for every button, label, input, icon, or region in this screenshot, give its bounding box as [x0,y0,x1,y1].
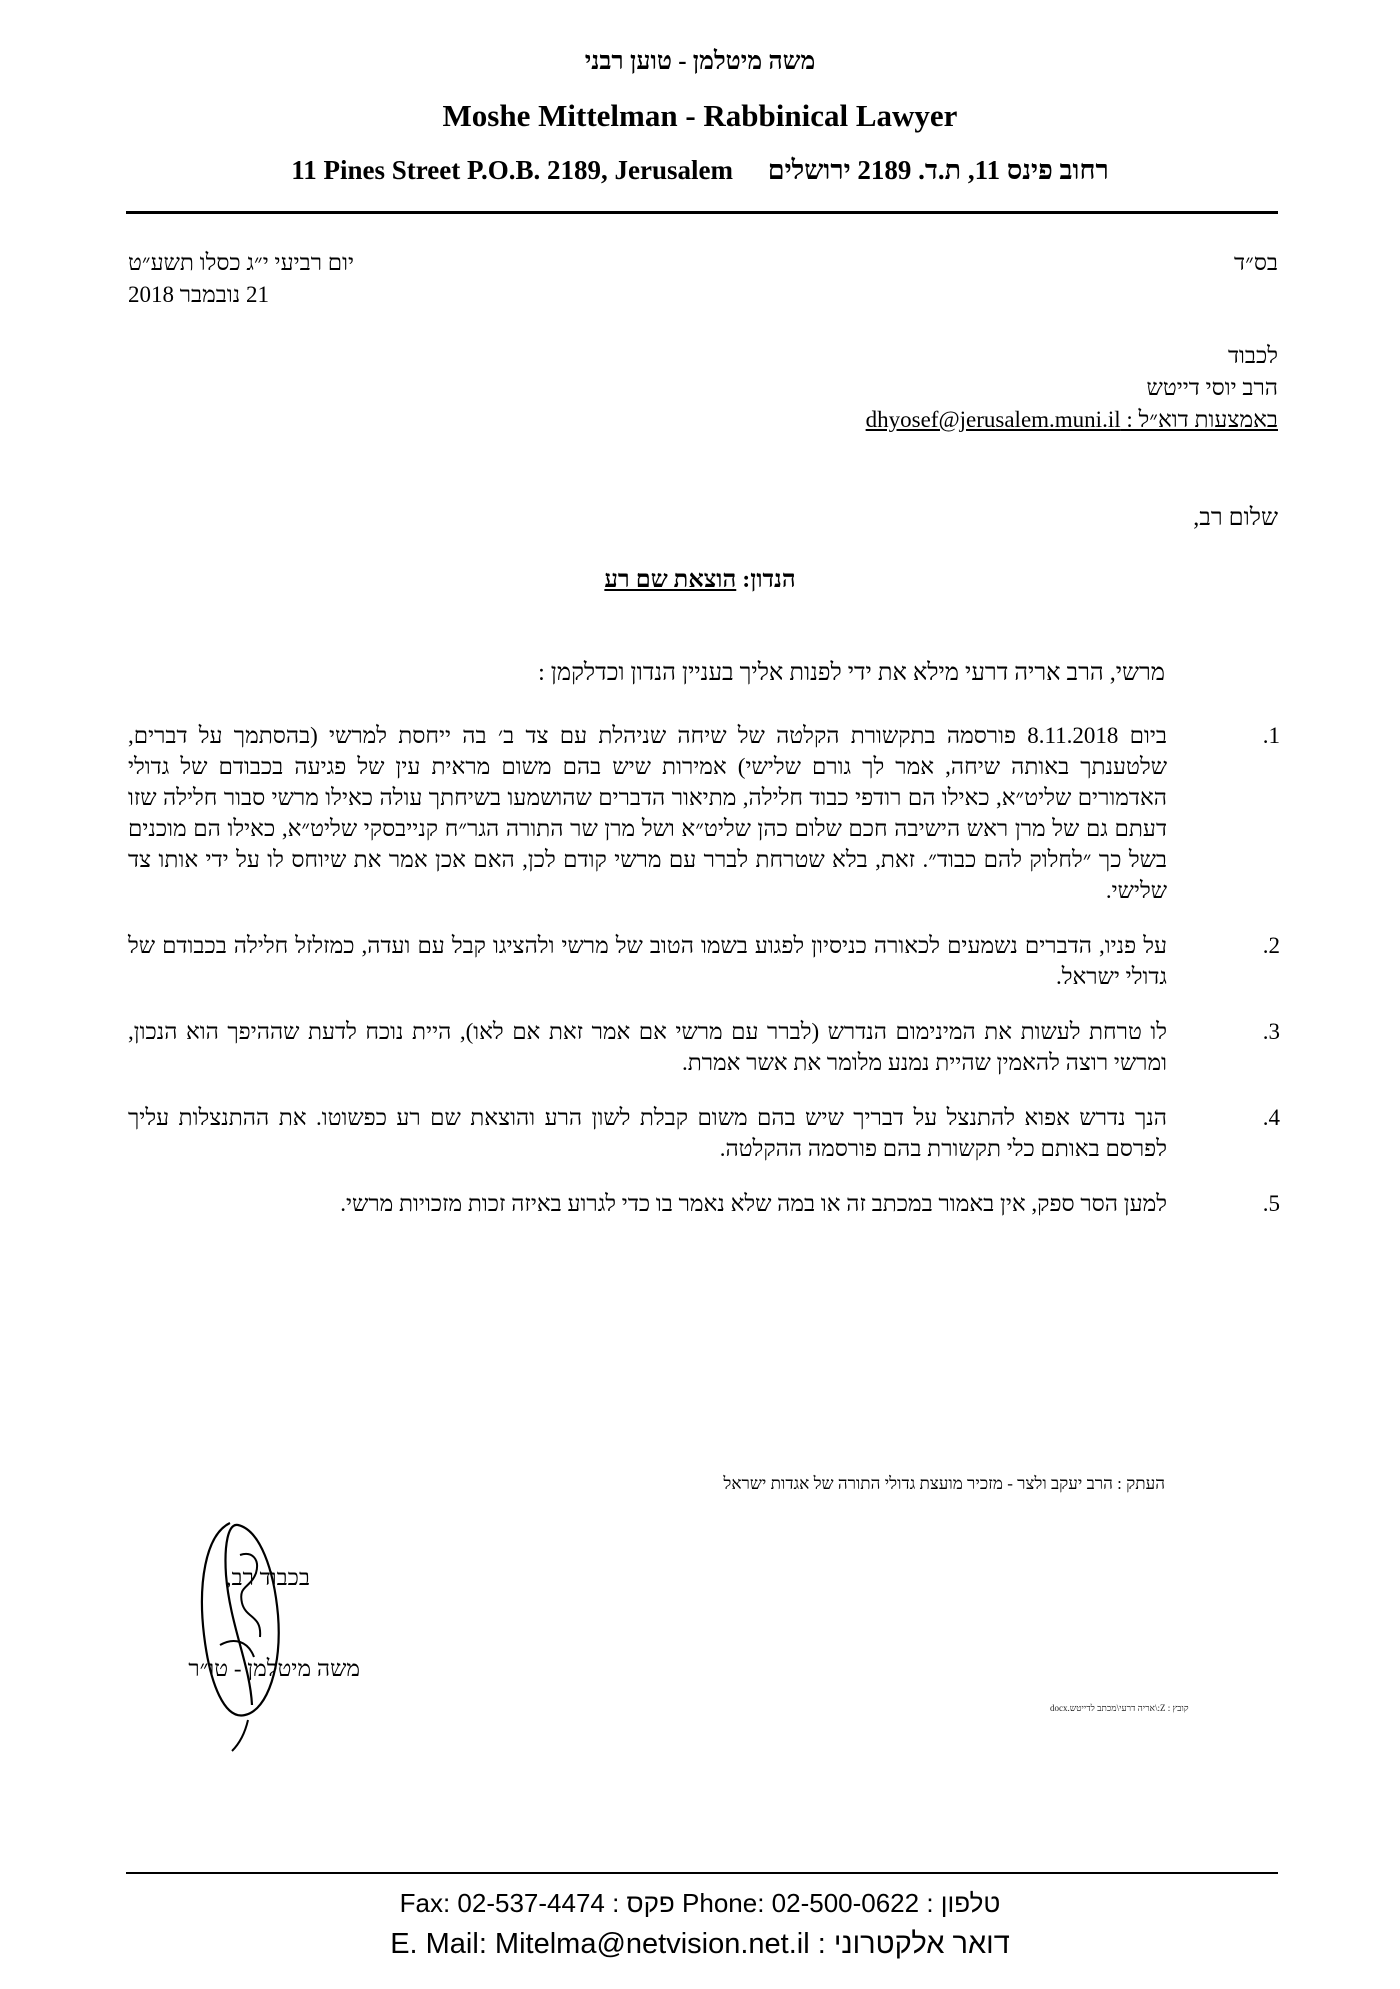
footer-email: E. Mail: Mitelma@netvision.net.il : דואר אלקטרוני [390,1928,1010,1960]
letterhead-name-hebrew: משה מיטלמן - טוען רבני [584,48,816,75]
cc-line: העתק : הרב יעקב ולצר - מזכיר מועצת גדולי התורה של אגדות ישראל [723,1474,1165,1493]
letterhead-address [0,155,1400,186]
intro-paragraph: מרשי, הרב אריה דרעי מילא את ידי לפנות אליך בעניין הנדון וכדלקמן : [538,660,1165,686]
file-path-note: קובץ : Z:\אריה דרעי\מכתב לדייטש.docx [1050,1703,1189,1713]
footer-phone-fax: Fax: 02-537-4474 : פקס Phone: 02-500-0622 : טלפון [399,1888,1001,1918]
list-item [128,720,1280,906]
addressee-email[interactable]: באמצעות דוא״ל : dhyosef@jerusalem.muni.il [865,407,1278,432]
numbered-items [128,720,1280,1243]
item-text: ביום 8.11.2018 פורסמה בתקשורת הקלטה של שיחה שניהלת עם צד ב׳ בה ייחסת למרשי (בהסתמך על דברים, שלטענתך באותה שיחה, אמר לך גורם שלישי) אמירות שיש בהם משום מראית עין של פגיעה בכבודם של גדולי האדמורים שליט״א, כאילו הם רודפי כבוד חלילה, מתיאור הדברים שהושמעו בשיחתך עולה כאילו מרשי סבור חלילה שזו דעתם גם של מרן ראש הישיבה חכם שלום כהן שליט״א ושל מרן שר התורה הגר״ח קנייבסקי שליט״א, כאילו הם מוכנים בשל כך ״לחלוק להם כבוד״. זאת, בלא שטרחת לברר עם מרשי קודם לכן, האם אכן אמר את שיוחס לו על ידי אותו צד שלישי. [128,723,1167,903]
bsd-marking: בס״ד [1234,250,1278,275]
list-item [128,1102,1280,1164]
item-number: 4. [1262,1105,1280,1130]
subject-label: הנדון: [742,567,796,593]
item-number: 3. [1262,1019,1280,1044]
date-hebrew: יום רביעי י״ג כסלו תשע״ט [128,250,355,275]
list-item [128,1188,1280,1219]
date-gregorian: 21 נובמבר 2018 [128,282,269,307]
signoff-closing: בכבוד רב, [225,1565,310,1590]
item-text: לו טרחת לעשות את המינימום הנדרש (לברר עם מרשי אם אמר זאת אם לאו), היית נוכח לדעת שההיפך הוא הנכון, ומרשי רוצה להאמין שהיית נמנע מלומר את אשר אמרת. [128,1019,1167,1075]
letterhead-divider [126,211,1278,214]
addressee-salutation: לכבוד [1227,343,1278,368]
letterhead-address-english: 11 Pines Street P.O.B. 2189, Jerusalem [291,155,733,185]
list-item [128,1016,1280,1078]
letterhead-address-hebrew: רחוב פינס 11, ת.ד. 2189 ירושלים [767,155,1109,185]
item-number: 1. [1262,723,1280,748]
subject-value: הוצאת שם רע [604,567,737,593]
item-text: על פניו, הדברים נשמעים לכאורה כניסיון לפגוע בשמו הטוב של מרשי ולהציגו קבל עם ועדה, כמזלזל חלילה בכבודם של גדולי ישראל. [128,933,1167,989]
addressee-block [866,340,1278,436]
letter-date [128,247,354,311]
item-number: 2. [1262,933,1280,958]
subject-line [0,567,1400,594]
greeting: שלום רב, [1193,505,1278,531]
item-text: למען הסר ספק, אין באמור במכתב זה או במה שלא נאמר בו כדי לגרוע באיזה זכות מזכויות מרשי. [340,1191,1167,1216]
list-item [128,930,1280,992]
item-number: 5. [1262,1191,1280,1216]
handwritten-signature [190,1515,300,1755]
addressee-name: הרב יוסי דייטש [1146,375,1278,400]
signoff-name: משה מיטלמן - טו״ר [188,1656,360,1681]
letterhead-name-english: Moshe Mittelman - Rabbinical Lawyer [442,98,958,133]
item-text: הנך נדרש אפוא להתנצל על דבריך שיש בהם משום קבלת לשון הרע והוצאת שם רע כפשוטו. את ההתנצלות עליך לפרסם באותם כלי תקשורת בהם פורסמה ההקלטה. [128,1105,1167,1161]
footer-divider [126,1872,1278,1874]
